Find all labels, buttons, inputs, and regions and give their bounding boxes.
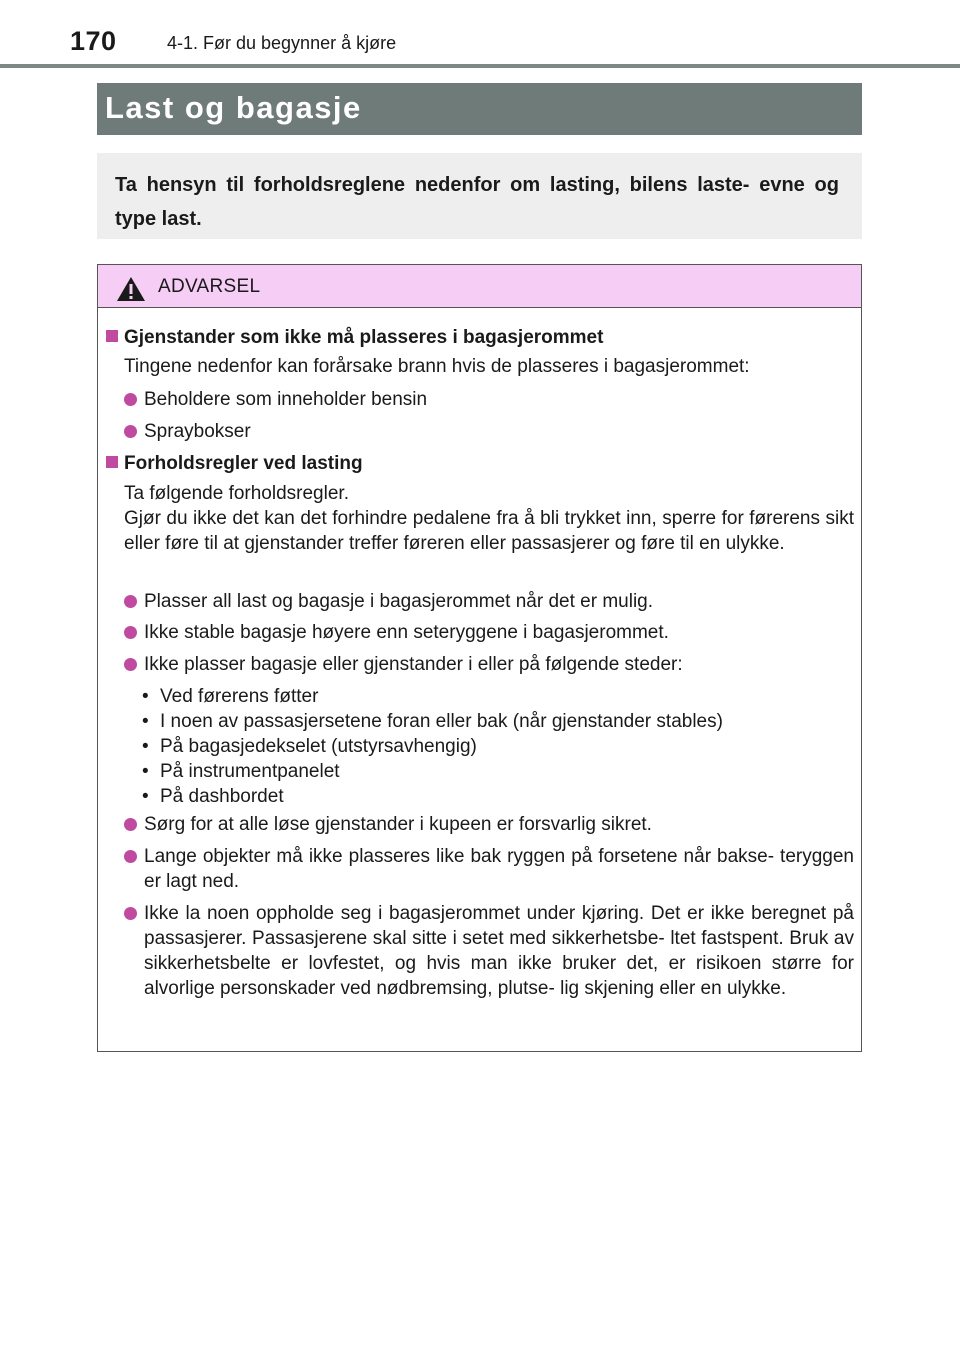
header-rule [0,64,960,68]
paragraph: Tingene nedenfor kan forårsake brann hvis de plasseres i bagasjerommet: [124,356,750,377]
list-item [124,812,854,837]
page-number: 170 [70,26,117,56]
round-bullet-icon [124,907,137,920]
section-label: 4-1. Før du begynner å kjøre [167,33,397,53]
page-title: Last og bagasje [105,90,362,125]
list-item-text: Ikke la noen oppholde seg i bagasjerommet under kjøring. Det er ikke beregnet på passasjerer. Passasjerene skal sitte i setet med sikkerhetsbe- ltet fastspent. Bruk av sikkerhetsbelte er lovfestet, og hvis man ikke bruker det, er risikoen større for alvorlige personskader ved nødbremsing, plutse- lig skjening eller en ulykke. [144,903,854,999]
intro-box [97,153,862,239]
sub-list-item [142,734,842,759]
list-item-text: Beholdere som inneholder bensin [144,389,428,410]
page-header [0,0,960,70]
warning-title: ADVARSEL [158,276,261,297]
sub-list-item-text: På instrumentpanelet [160,761,340,782]
section-heading [106,451,846,476]
list-item-text: Ikke stable bagasje høyere enn seteryggene i bagasjerommet. [144,622,669,643]
paragraph: Ta følgende forholdsregler. [124,483,349,504]
warning-triangle-icon [116,276,146,302]
sub-bullet-dot-icon: • [142,736,149,757]
list-item [124,844,854,894]
list-item [124,652,854,677]
round-bullet-icon [124,425,137,438]
round-bullet-icon [124,595,137,608]
section-heading-text: Gjenstander som ikke må plasseres i bagasjerommet [124,327,604,348]
sub-list-item-text: På bagasjedekselet (utstyrsavhengig) [160,736,477,757]
sub-list-item [142,709,842,734]
paragraph: Gjør du ikke det kan det forhindre pedalene fra å bli trykket inn, sperre for førerens sikt eller føre til at gjenstander treffer føreren eller passasjerer og føre til en ulykke. [124,508,854,554]
list-item [124,620,854,645]
round-bullet-icon [124,818,137,831]
list-item-text: Ikke plasser bagasje eller gjenstander i eller på følgende steder: [144,654,683,675]
round-bullet-icon [124,393,137,406]
sub-list-item [142,784,842,809]
sub-list-item-text: I noen av passasjersetene foran eller bak (når gjenstander stables) [160,711,723,732]
warning-box [97,264,862,1052]
list-item-text: Plasser all last og bagasje i bagasjerommet når det er mulig. [144,591,654,612]
section-heading-text: Forholdsregler ved lasting [124,453,363,474]
sub-bullet-dot-icon: • [142,786,149,807]
square-bullet-icon [106,456,118,468]
warning-header [98,265,861,308]
round-bullet-icon [124,626,137,639]
list-item [124,901,854,1001]
sub-list-item [142,759,842,784]
sub-bullet-dot-icon: • [142,761,149,782]
list-item-text: Spraybokser [144,421,251,442]
section-heading [106,325,846,350]
list-item [124,387,854,412]
sub-list-item [142,684,842,709]
title-banner [97,83,862,135]
list-item-text: Lange objekter må ikke plasseres like bak ryggen på forsetene når bakse- teryggen er lagt ned. [144,846,854,892]
sub-bullet-dot-icon: • [142,686,149,707]
square-bullet-icon [106,330,118,342]
sub-bullet-dot-icon: • [142,711,149,732]
sub-list-item-text: Ved førerens føtter [160,686,319,707]
list-item-text: Sørg for at alle løse gjenstander i kupeen er forsvarlig sikret. [144,814,652,835]
round-bullet-icon [124,658,137,671]
round-bullet-icon [124,850,137,863]
list-item [124,589,854,614]
intro-text: Ta hensyn til forholdsreglene nedenfor om lasting, bilens laste- evne og type last. [115,174,839,230]
list-item [124,419,854,444]
sub-list-item-text: På dashbordet [160,786,284,807]
